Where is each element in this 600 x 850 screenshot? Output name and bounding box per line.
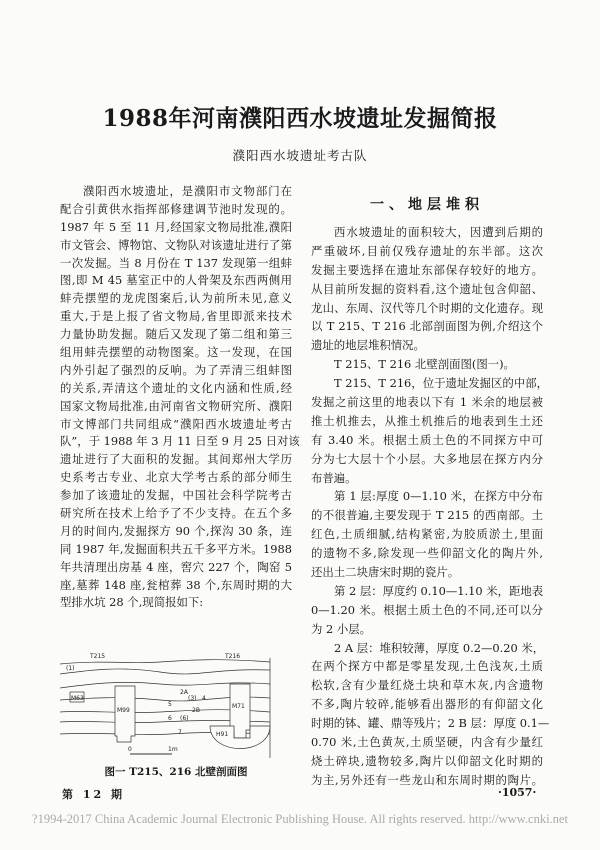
article-author: 濮阳西水坡遗址考古队 [232, 148, 368, 163]
text-line: 0—1.20 米。根据土质土色的不同,还可以分 [311, 602, 543, 617]
text-line: 龙山、东周、汉代等几个时期的文化遗存。现 [311, 300, 543, 315]
label-layer-6b: (6) [180, 715, 189, 722]
text-line: 西水坡遗址的面积较大，因遭到后期的 [334, 225, 543, 239]
label-t216: T216 [225, 653, 241, 660]
text-line: 型排水坑 28 个,现简报如下: [60, 595, 204, 610]
text-line: 市文管会、博物馆、文物队对该遗址进行了第 [60, 237, 292, 252]
text-line: 在两个探方中都是零星发现,土色浅灰,土质 [311, 659, 543, 674]
figure-caption: 图一 T215、216 北壁剖面图 [104, 766, 248, 778]
text-line: 0.70 米,土色黄灰,土质坚硬，内含有少量红 [311, 735, 543, 750]
label-layer-7: 7 [178, 729, 182, 736]
text-line: T 215、T 216 北壁剖面图(图一)。 [334, 357, 515, 372]
text-line: 第 1 层:厚度 0—1.10 米，在探方中分布 [334, 489, 543, 504]
layer-line [60, 660, 270, 664]
label-layer-6: 6 [168, 715, 172, 722]
text-line: 时期的钵、罐、鼎等残片；2 B 层：厚度 0.1— [311, 716, 550, 731]
text-line: 有 3.40 米。根据土质土色的不同探方中可 [311, 432, 543, 447]
section-profile-figure [60, 650, 292, 762]
text-line: 布普遍。 [311, 470, 357, 485]
text-line: 同 1987 年,发掘面积共五千多平方米。1988 [60, 541, 292, 556]
text-line: 从目前所发掘的资料看,这个遗址包含仰韶、 [311, 281, 543, 296]
text-line: 座,墓葬 148 座,瓮棺葬 38 个,东周时期的大 [60, 577, 292, 592]
text-line: 重大,于是上报了省文物局,省里即派来技术 [60, 309, 292, 324]
text-line: 队”，于 1988 年 3 月 11 日至 9 月 25 日对该 [60, 434, 300, 449]
text-line: 1987 年 5 至 11 月,经国家文物局批准,濮阳 [60, 219, 292, 234]
label-h91: H91 [216, 731, 229, 738]
label-m99: M99 [117, 707, 130, 714]
label-layer-4: 4 [202, 695, 206, 702]
text-line: 市文博部门共同组成“濮阳西水坡遗址考古 [60, 416, 292, 431]
text-line: 的关系,弄清这个遗址的文化内涵和性质,经 [60, 380, 292, 395]
label-layer-3: (3) [188, 695, 197, 702]
page-number: ·1057· [498, 786, 537, 799]
text-line: 推土机推去，从推土机推后的地表到生土还 [311, 413, 543, 428]
text-line: 严重破坏,目前仅残存遗址的东半部。这次 [311, 243, 543, 258]
label-layer-1: (1) [66, 665, 75, 672]
label-scale-1m: 1m [168, 746, 178, 753]
text-line: 年共清理出房基 4 座，窖穴 227 个，陶窑 5 [60, 559, 292, 574]
text-line: 力量协助发掘。随后又发现了第二组和第三 [60, 327, 292, 342]
text-line: 一次发掘。当 8 月份在 T 137 发现第一组蚌 [60, 255, 292, 270]
left-column-text [60, 183, 300, 612]
text-line: 的不很普遍,主要发现于 T 215 的西南部。土 [311, 508, 543, 523]
text-line: 发掘主要选择在遗址东部保存较好的地方。 [311, 262, 543, 277]
text-line: 为 2 小层。 [311, 621, 372, 636]
label-layer-2a: 2A [180, 689, 188, 696]
text-line: 红色,土质细腻,结构紧密,为胶质淤土,里面 [311, 527, 543, 542]
text-line: 图,即 M 45 墓室正中的人骨架及东西两侧用 [60, 273, 292, 288]
text-line: 组用蚌壳摆塑的动物图案。这一发现，在国 [60, 345, 292, 360]
text-line: 濮阳西水坡遗址，是濮阳市文物部门在 [83, 184, 292, 198]
issue-number: 第 12 期 [62, 788, 125, 801]
text-line: 以 T 215、T 216 北部剖面图为例,介绍这个 [311, 319, 543, 334]
text-line: 2 A 层：堆积较薄，厚度 0.2—0.20 米， [334, 640, 545, 655]
text-line: 分为七大层十个小层。大多地层在探方内分 [311, 451, 543, 466]
text-line: 研究所在技术上给予了不少支持。在五个多 [60, 506, 292, 521]
text-line: 蚌壳摆塑的龙虎图案后,认为前所未见,意义 [60, 291, 292, 306]
text-line: 松软,含有少量红烧土块和草木灰,内含遗物 [311, 678, 543, 693]
text-line: 第 2 层：厚度约 0.10—1.10 米，距地表 [334, 583, 544, 598]
tomb-m99 [115, 686, 135, 742]
text-line: 遗址的地层堆积情况。 [311, 338, 425, 353]
text-line: 内外引起了强烈的反响。为了弄清三组蚌图 [60, 362, 292, 377]
label-m63: M63 [71, 695, 84, 702]
label-layer-2b: 2B [192, 707, 200, 714]
text-line: 为主,另外还有一些龙山和东周时期的陶片。 [311, 772, 543, 787]
layer-line [60, 669, 270, 674]
article-title: 1988年河南濮阳西水坡遗址发掘简报 [102, 105, 498, 132]
text-line: 史系考古专业、北京大学考古系的部分师生 [60, 470, 292, 485]
right-column-text [311, 223, 550, 790]
copyright-notice: ?1994-2017 China Academic Journal Electronic Publishing House. All rights reserved. http://www.cnki.net [32, 812, 568, 826]
text-line: 遗址进行了大面积的发掘。其间郑州大学历 [60, 452, 292, 467]
text-line: 不多,陶片较碎,能够看出器形的有仰韶文化 [311, 697, 543, 712]
text-line: 国家文物局批准,由河南省文物研究所、濮阳 [60, 398, 292, 413]
text-line: 配合引黄供水指挥部修建调节池时发现的。 [60, 201, 292, 216]
text-line: 烧土碎块,遗物较多,陶片以仰韶文化时期的 [311, 753, 543, 768]
text-line: 的遗物不多,除发现一些仰韶文化的陶片外, [311, 546, 543, 561]
text-line: 还出土二块唐宋时期的瓷片。 [311, 565, 460, 580]
label-layer-5: 5 [168, 701, 172, 708]
text-line: 参加了该遗址的发掘，中国社会科学院考古 [60, 488, 292, 503]
text-line: T 215、T 216，位于遗址发掘区的中部， [334, 376, 548, 391]
text-line: 发掘之前这里的地表以下有 1 米余的地层被 [311, 395, 543, 410]
label-t215: T215 [90, 653, 106, 660]
label-scale-0: 0 [128, 746, 132, 753]
section-heading: 一、地层堆积 [370, 197, 484, 213]
label-m71: M71 [232, 703, 245, 710]
text-line: 月的时间内,发掘探方 90 个,探沟 30 条，连 [60, 523, 292, 538]
